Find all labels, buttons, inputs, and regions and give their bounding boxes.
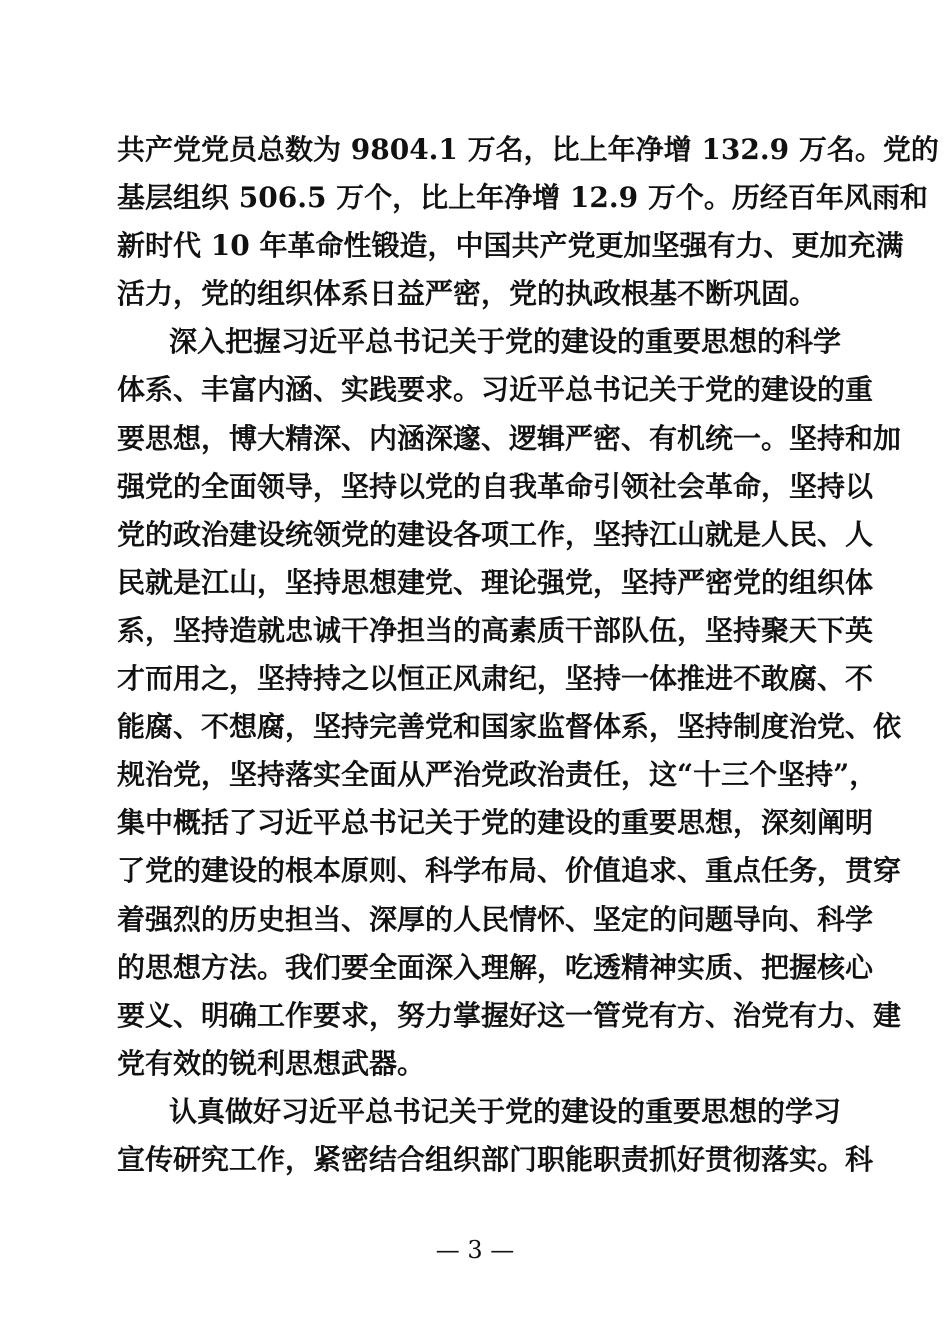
text-line: 新时代 10 年革命性锻造，中国共产党更加坚强有力、更加充满	[117, 229, 904, 263]
text-line: 党的政治建设统领党的建设各项工作，坚持江山就是人民、人	[117, 517, 874, 551]
text-line: 深入把握习近平总书记关于党的建设的重要思想的科学	[169, 325, 842, 359]
text-line: 要义、明确工作要求，努力掌握好这一管党有方、治党有力、建	[117, 998, 902, 1032]
text-line: 认真做好习近平总书记关于党的建设的重要思想的学习	[169, 1094, 842, 1128]
text-line: 民就是江山，坚持思想建党、理论强党，坚持严密党的组织体	[117, 565, 874, 599]
body-text	[117, 126, 939, 1184]
text-line: 规治党，坚持落实全面从严治党政治责任，这“十三个坚持”，	[117, 758, 878, 792]
text-line: 强党的全面领导，坚持以党的自我革命引领社会革命，坚持以	[117, 469, 874, 503]
text-line: 系，坚持造就忠诚干净担当的高素质干部队伍，坚持聚天下英	[117, 613, 874, 647]
text-line: 集中概括了习近平总书记关于党的建设的重要思想，深刻阐明	[117, 806, 874, 840]
text-line: 体系、丰富内涵、实践要求。习近平总书记关于党的建设的重	[117, 373, 874, 407]
text-line: 基层组织 506.5 万个，比上年净增 12.9 万个。历经百年风雨和	[117, 181, 928, 215]
paragraph-1	[117, 126, 939, 318]
paragraph-2	[117, 318, 902, 1088]
text-line: 才而用之，坚持持之以恒正风肃纪，坚持一体推进不敢腐、不	[117, 662, 874, 696]
paragraph-3	[117, 1088, 874, 1184]
text-line: 能腐、不想腐，坚持完善党和国家监督体系，坚持制度治党、依	[117, 710, 902, 744]
text-line: 着强烈的历史担当、深厚的人民情怀、坚定的问题导向、科学	[117, 902, 874, 936]
text-line: 党有效的锐利思想武器。	[117, 1046, 426, 1080]
text-line: 宣传研究工作，紧密结合组织部门职能职责抓好贯彻落实。科	[117, 1142, 874, 1176]
text-line: 的思想方法。我们要全面深入理解，吃透精神实质、把握核心	[117, 950, 874, 984]
text-line: 了党的建设的根本原则、科学布局、价值追求、重点任务，贯穿	[117, 854, 902, 888]
text-line: 共产党党员总数为 9804.1 万名，比上年净增 132.9 万名。党的	[117, 133, 939, 166]
page-number: — 3 —	[435, 1236, 515, 1264]
text-line: 要思想，博大精深、内涵深邃、逻辑严密、有机统一。坚持和加	[117, 421, 902, 455]
text-line: 活力，党的组织体系日益严密，党的执政根基不断巩固。	[117, 277, 818, 311]
